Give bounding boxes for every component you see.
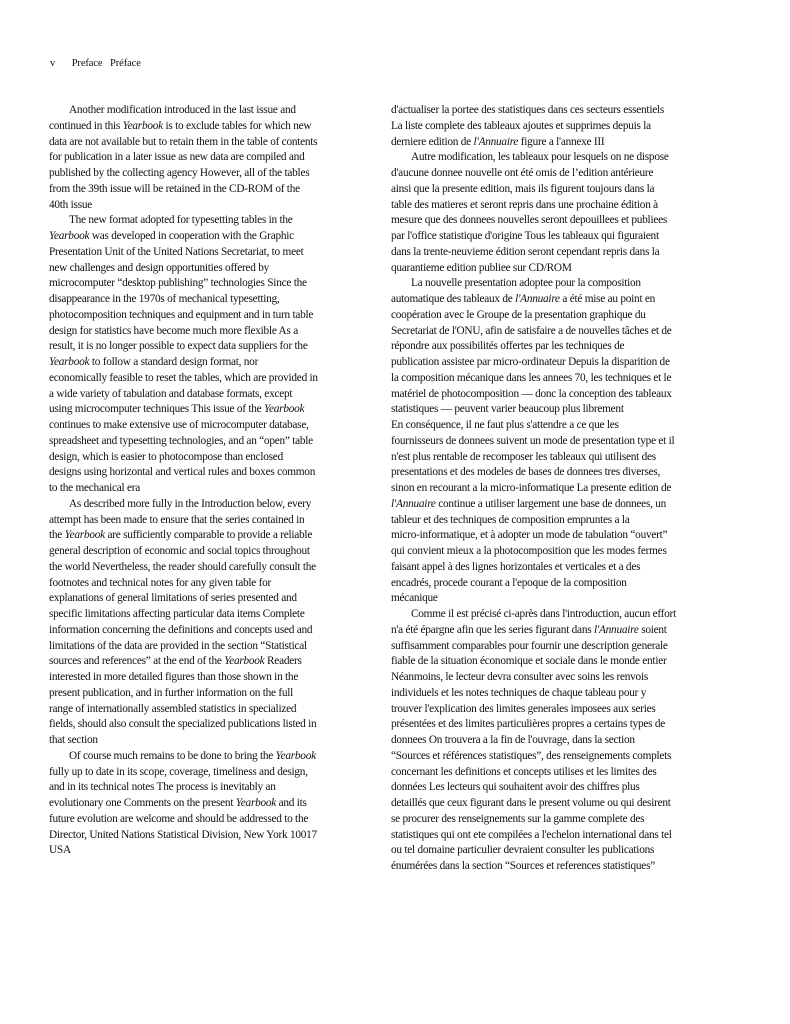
text-line: table des matieres et seront repris dans une prochaine édition à [391,198,658,211]
paragraph [49,103,367,213]
text-line: tableur et des techniques de composition empruntes a la [391,513,630,526]
text-line: La nouvelle presentation adoptee pour la composition [411,277,641,290]
text-line: microcomputer “desktop publishing” technologies Since the [49,277,307,290]
text-line: derniere edition de l'Annuaire figure a l'annexe III [391,135,605,148]
text-line: mécanique [391,592,438,605]
text-line: faisant appel à des lignes horizontales et verticales et a des [391,560,641,573]
text-line: limitations of the data are provided in the section “Statistical [49,639,307,652]
text-line: As described more fully in the Introduction below, every [69,497,312,510]
text-line: design for statistics have become much more flexible As a [49,324,298,337]
text-line: information concerning the definitions and concepts used and [49,623,313,636]
text-line: quarantieme edition publiee sur CD/ROM [391,261,572,274]
text-line: design, which is easier to photocompose than enclosed [49,450,283,463]
text-line: Of course much remains to be done to bring the Yearbook [69,749,316,762]
text-line: données Les lecteurs qui souhaitent avoir des chiffres plus [391,781,640,794]
text-line: trouver l'explication des limites generales imposees aux series [391,702,656,715]
text-line: dans la trente-neuvieme édition seront cependant repris dans la [391,245,660,258]
text-line: l'Annuaire continue a utiliser largement une base de donnees, un [391,497,667,510]
text-line: répondre aux possibilités offertes par les techniques de [391,340,625,353]
text-line: concernant les definitions et concepts utilises et les limites des [391,765,657,778]
text-line: detaillés que ceux figurant dans le present volume ou qui desirent [391,797,671,809]
text-line: a wide variety of tabulation and database formats, except [49,387,293,400]
text-line: continued in this Yearbook is to exclude tables for which new [49,119,312,132]
text-line: ou tel domaine particulier devraient consulter les publications [391,844,655,857]
text-line: fiable de la situation économique et sociale dans le monde entier [391,655,667,668]
paragraph [391,276,729,607]
text-line: The new format adopted for typesetting tables in the [69,214,293,227]
text-line: d'actualiser la portee des statistiques dans ces secteurs essentiels [391,104,665,116]
text-line: fields, should also consult the specialized publications listed in [49,718,317,731]
text-line: sources and references” at the end of the Yearbook Readers [49,655,302,668]
text-line: interested in more detailed figures than those shown in the [49,671,299,683]
text-line: individuels et les notes techniques de chaque tableau pour y [391,686,647,699]
text-line: future evolution are welcome and should be addressed to the [49,812,309,825]
text-line: footnotes and technical notes for any given table for [49,576,272,589]
text-line: qui convient mieux a la photocomposition que les modes fermes [391,545,667,557]
header-title-english: Preface [71,58,103,69]
text-line: sinon en recourant a la micro-informatique La presente edition de [391,482,672,494]
text-line: présentées et des limites particulières propres a certains types de [391,718,666,731]
text-line: general description of economic and social topics throughout [49,545,310,557]
page-number: v [50,58,56,69]
text-line: donnees On trouvera a la fin de l'ouvrage, dans la section [391,734,635,746]
text-line: matériel de photocomposition — donc la conception des tableaux [391,387,672,400]
text-line: Néanmoins, le lecteur devra consulter avec soins les renvois [391,671,648,683]
text-line: attempt has been made to ensure that the series contained in [49,513,305,526]
text-line: Autre modification, les tableaux pour lesquels on ne dispose [411,151,669,164]
text-line: En conséquence, il ne faut plus s'attendre a ce que les [391,419,619,431]
text-line: new challenges and design opportunities offered by [49,261,270,274]
text-line: the world Nevertheless, the reader should carefully consult the [49,560,316,573]
text-line: fournisseurs de donnees suivent un mode de presentation type et il [391,434,675,447]
text-line: se procurer des renseignements sur la gamme complete des [391,812,645,825]
text-line: economically feasible to reset the tables, which are provided in [49,371,318,384]
text-line: present publication, and in further information on the full [49,686,294,699]
text-line: n'est plus rentable de recomposer les tableaux qui utilisent des [391,450,656,463]
text-line: evolutionary one Comments on the present Yearbook and its [49,797,307,809]
text-line: specific limitations affecting particular data items Complete [49,608,305,620]
paragraph [49,497,367,749]
text-line: énumérées dans la section “Sources et references statistiques” [391,860,655,872]
french-text-column [391,103,729,875]
text-line: Secretariat de l'ONU, afin de satisfaire a de nouvelles tâches et de [391,324,672,337]
text-line: and in its technical notes The process is inevitably an [49,781,276,794]
text-line: data are not available but to retain them in the table of contents [49,135,318,148]
text-line: presentations et des modeles de bases de donnees tres diverses, [391,466,661,479]
text-line: par l'office statistique d'origine Tous les tableaux qui figuraient [391,230,659,242]
text-line: 40th issue [49,198,93,211]
header-title-french: Préface [110,58,141,69]
text-line: Another modification introduced in the last issue and [69,104,296,116]
text-line: statistiques qui ont ete compilées a l'echelon international dans tel [391,828,672,841]
text-line: Comme il est précisé ci-après dans l'introduction, aucun effort [411,608,676,620]
text-line: designs using horizontal and vertical rules and boxes common [49,466,316,479]
text-line: La liste complete des tableaux ajoutes et supprimes depuis la [391,119,651,132]
paragraph [391,607,729,875]
text-line: Yearbook to follow a standard design format, nor [49,356,259,368]
text-line: that section [49,734,98,746]
text-line: statistiques — peuvent varier beaucoup plus librement [391,403,624,416]
text-line: result, it is no longer possible to expect data suppliers for the [49,340,308,353]
text-line: range of internationally assembled statistics in specialized [49,702,297,715]
text-line: photocomposition techniques and equipment and in turn table [49,308,314,321]
paragraph [49,749,367,859]
text-line: disappearance in the 1970s of mechanical typesetting, [49,293,280,305]
text-line: d'aucune donnee nouvelle ont été omis de l’edition antérieure [391,167,654,179]
paragraph [391,103,729,150]
text-line: for publication in a later issue as new data are compiled and [49,151,305,164]
text-line: Yearbook was developed in cooperation with the Graphic [49,230,294,242]
text-line: using microcomputer techniques This issue of the Yearbook [49,403,305,416]
running-header [50,58,141,69]
text-line: fully up to date in its scope, coverage, timeliness and design, [49,765,308,778]
paragraph [49,213,367,497]
text-line: suffisamment comparables pour fournir une description generale [391,639,668,652]
text-line: “Sources et références statistiques”, des renseignements complets [391,749,672,762]
text-line: continues to make extensive use of microcomputer database, [49,419,309,431]
text-line: micro-informatique, et à adopter un mode de tabulation “ouvert” [391,529,668,542]
text-line: Director, United Nations Statistical Division, New York 10017 [49,828,317,841]
text-line: mesure que des donnees nouvelles seront depouillees et publiees [391,214,668,227]
text-line: encadrés, procede courant a l'epoque de la composition [391,576,627,589]
text-line: la composition mécanique dans les annees 70, les techniques et le [391,371,672,384]
english-text-column [49,103,367,859]
text-line: spreadsheet and typesetting technologies, and an “open” table [49,434,313,447]
text-line: n'a été épargne afin que les series figurant dans l'Annuaire soient [391,623,667,636]
text-line: Presentation Unit of the United Nations Secretariat, to meet [49,245,304,258]
text-line: automatique des tableaux de l'Annuaire a été mise au point en [391,293,656,305]
text-line: the Yearbook are sufficiently comparable to provide a reliable [49,529,313,542]
text-line: publication assistee par micro-ordinateur Depuis la disparition de [391,356,670,368]
text-line: from the 39th issue will be retained in the CD-ROM of the [49,182,300,195]
text-line: USA [49,844,71,857]
text-line: ainsi que la presente edition, mais ils figurent toujours dans la [391,182,655,195]
text-line: published by the collecting agency However, all of the tables [49,167,310,179]
text-line: coopération avec le Groupe de la presentation graphique du [391,308,646,321]
text-line: explanations of general limitations of series presented and [49,592,297,605]
paragraph [391,150,729,276]
text-line: to the mechanical era [49,482,141,494]
